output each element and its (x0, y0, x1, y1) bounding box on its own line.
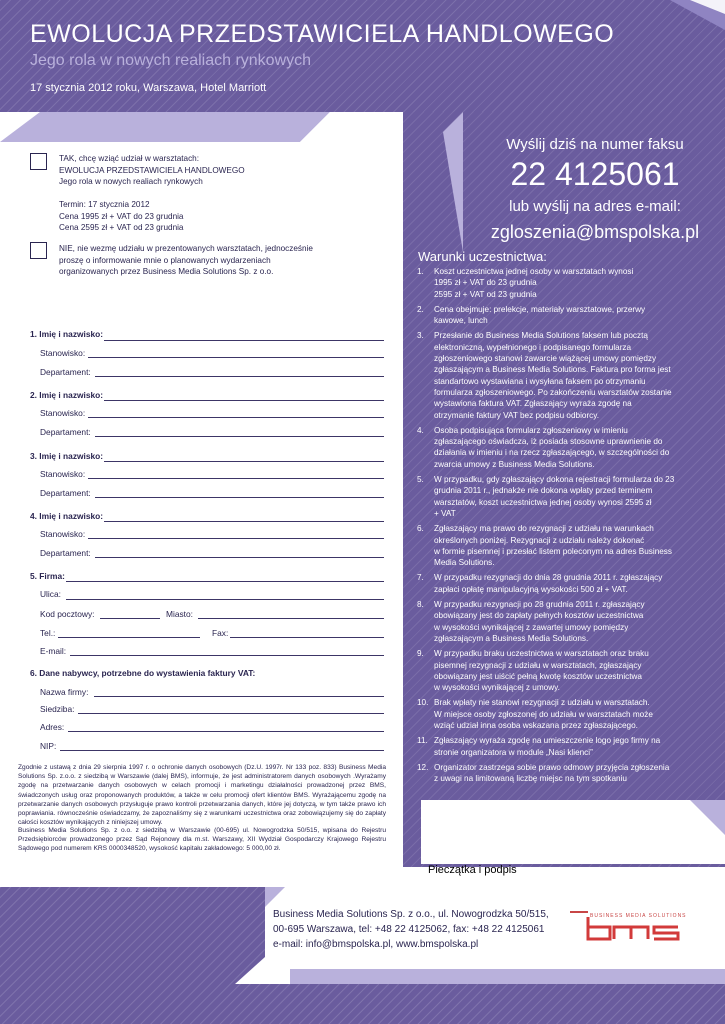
city-field[interactable] (198, 618, 384, 619)
page-title: EWOLUCJA PRZEDSTAWICIELA HANDLOWEGO (30, 20, 615, 48)
condition-item (414, 330, 704, 420)
condition-text: W przypadku rezygnacji po 28 grudnia 2011 r. zgłaszający obowiązany jest do zapłaty pełnych kosztów uczestnictwa w wysokości wynikającej z zawartej umowy pomiędzy zgłaszającym a Business Media Solutions. (434, 600, 645, 643)
stamp-signature-label: Pieczątka i podpis (428, 864, 517, 876)
condition-text: Organizator zastrzega sobie prawo odmowy przyjęcia zgłoszenia z uwagi na limitowaną liczbę miejsc na tym spotkaniu (434, 762, 670, 784)
city-label: Miasto: (166, 609, 193, 619)
condition-number: 6. (417, 524, 424, 534)
condition-number: 7. (417, 573, 424, 583)
condition-number: 10. (417, 698, 429, 708)
condition-text: Cena obejmuje: prelekcje, materiały warsztatowe, przerwy kawowe, lunch (434, 304, 646, 326)
condition-text: Koszt uczestnictwa jednej osoby w warsztatach wynosi 1995 zł + VAT do 23 grudnia 2595 zł + VAT od 23 grudnia (434, 267, 634, 299)
fax-field[interactable] (230, 637, 384, 638)
fax-number: 22 4125061 (510, 156, 680, 192)
stamp-corner-shape (690, 800, 725, 835)
condition-text: Osoba podpisująca formularz zgłoszeniowy w imieniu zgłaszającego oświadcza, iż posiada stosowne uprawnienie do działania w imieniu i na rzecz zgłaszającego, w szczególności do zwarcia umowy z Business Media Solutions. (434, 425, 670, 469)
data-protection-clause: Zgodnie z ustawą z dnia 29 sierpnia 1997 r. o ochronie danych osobowych (Dz.U. 1997r. Nr 133 poz. 833) Business Media Solutions Sp. z.o.o. z siedzibą w Warszawie (dalej BMS), informuje, że jest administratorem danych osobowych .Wyrażamy zgodę na przetwarzanie danych osobowych w celach promocji i marketingu działalności prowadzonej przez BMS, świadczonych usług oraz proponowanych produktów, a także w celu promocji ofert klientów BMS. Wyrażającemu zgodę na przetwarzanie danych osobowych przysługuje prawo kontroli przetwarzania danych, które jej dotyczą, w tym także prawo ich poprawiania. równocześnie oświadczamy, że zapoznaliśmy się z warunkami uczestnictwa oraz zobowiązujemy się do zapłaty całości kosztów wynikających z niniejszej umowy. (18, 764, 386, 827)
condition-item (414, 599, 704, 644)
event-date-place: 17 stycznia 2012 roku, Warszawa, Hotel Marriott (30, 82, 267, 94)
condition-item (414, 697, 704, 731)
fax-call-to-action: Wyślij dziś na numer faksu (506, 136, 684, 153)
conditions-title: Warunki uczestnictwa: (418, 249, 547, 264)
condition-item (414, 648, 704, 693)
no-checkbox[interactable] (30, 242, 47, 259)
person-3-department-label: Departament: (40, 488, 91, 498)
email-field[interactable] (70, 655, 384, 656)
page-subtitle: Jego rola w nowych realiach rynkowych (30, 52, 312, 69)
company-registry-note: Business Media Solutions Sp. z o.o. z siedzibą w Warszawie (00-695) ul. Nowogrodzka 50/515, wpisana do Rejestru Przedsiębiorców prowadzonego przez Sąd Rejonowy dla m.st. Warszawy, XII Wydział Gospodarczy Krajowego Rejestru Sądowego pod numerem KRS 0000348520, wysokość kapitału zakładowego: 5 000,00 zł. (18, 827, 386, 853)
person-1-position-label: Stanowisko: (40, 348, 86, 358)
condition-text: W przypadku, gdy zgłaszający dokona rejestracji formularza do 23 grudnia 2011 r., jednakże nie dokona wpłaty przed terminem warsztatów, koszt uczestnictwa jednej osoby wynosi 2595 zł + VAT (434, 475, 675, 518)
person-4-position-field[interactable] (88, 538, 384, 539)
postal-code-label: Kod pocztowy: (40, 609, 95, 619)
condition-number: 4. (417, 425, 424, 435)
email-label: E-mail: (40, 646, 67, 656)
company-label: 5. Firma: (30, 571, 65, 581)
condition-text: W przypadku rezygnacji do dnia 28 grudnia 2011 r. zgłaszający zapłaci opłatę manipulacyjną wysokości 500 zł + VAT. (434, 573, 663, 594)
no-option-text: NIE, nie wezmę udziału w prezentowanych warsztatach, jednocześnie proszę o informowanie mnie o planowanych wydarzeniach organizowanych przez Business Media Solutions Sp. z o.o. (59, 244, 313, 276)
postal-code-field[interactable] (100, 618, 160, 619)
footer-contact: Business Media Solutions Sp. z o.o., ul. Nowogrodzka 50/515, 00-695 Warszawa, tel: +48 22 4125062, fax: +48 22 4125061 e-mail: info@bmspolska.pl, www.bmspolska.pl (273, 909, 549, 950)
invoice-address-label: Adres: (40, 722, 65, 732)
condition-text: W przypadku braku uczestnictwa w warsztatach oraz braku pisemnej rezygnacji z udziału w warsztatach, zgłaszający obowiązany jest uiścić pełną kwotę kosztów uczestnictwa w wysokości wynikającej z umowy. (434, 649, 649, 693)
condition-number: 9. (417, 649, 424, 659)
person-4-position-label: Stanowisko: (40, 529, 86, 539)
street-label: Ulica: (40, 589, 61, 599)
conditions-list (414, 266, 704, 788)
person-2-position-field[interactable] (88, 417, 384, 418)
person-3-position-label: Stanowisko: (40, 469, 86, 479)
person-1-position-field[interactable] (88, 357, 384, 358)
person-3-name-label: 3. Imię i nazwisko: (30, 451, 104, 461)
invoice-section-title: 6. Dane nabywcy, potrzebne do wystawienia faktury VAT: (30, 668, 256, 678)
condition-item (414, 304, 704, 327)
condition-number: 12. (417, 762, 429, 772)
invoice-name-label: Nazwa firmy: (40, 687, 89, 697)
company-field[interactable] (66, 581, 384, 582)
person-1-name-label: 1. Imię i nazwisko: (30, 329, 104, 339)
bms-logo (570, 909, 685, 945)
registration-email[interactable]: zgloszenia@bmspolska.pl (490, 222, 700, 242)
yes-checkbox[interactable] (30, 153, 47, 170)
person-1-department-field[interactable] (95, 376, 384, 377)
person-4-department-field[interactable] (95, 557, 384, 558)
condition-item (414, 762, 704, 785)
condition-text: Brak wpłaty nie stanowi rezygnacji z udziału w warsztatach. W miejsce osoby zgłoszonej do udziału w warsztatach może wziąć udział inna osoba wskazana przez zgłaszającego. (434, 698, 653, 730)
condition-number: 3. (417, 331, 424, 341)
stamp-signature-box[interactable] (421, 800, 725, 864)
condition-text: Zgłaszający wyraża zgodę na umieszczenie logo jego firmy na stronie organizatora w module „Nasi klienci” (434, 736, 661, 757)
person-2-department-label: Departament: (40, 427, 91, 437)
condition-number: 11. (417, 736, 428, 746)
condition-number: 2. (417, 304, 424, 314)
person-1-name-field[interactable] (104, 340, 384, 341)
yes-option-text: TAK, chcę wziąć udział w warsztatach: EWOLUCJA PRZEDSTAWICIELA HANDLOWEGO Jego rola w nowych realiach rynkowych (59, 154, 245, 186)
invoice-nip-field[interactable] (60, 750, 384, 751)
condition-number: 1. (417, 267, 424, 276)
condition-text: Zgłaszający ma prawo do rezygnacji z udziału na warunkach określonych poniżej. Rezygnacji z udziału należy dokonać w formie pisemnej i przesłać listem poleconym na adres Business Media Solutions. (434, 524, 672, 568)
yes-option-terms: Termin: 17 stycznia 2012 Cena 1995 zł + VAT do 23 grudnia Cena 2595 zł + VAT od 23 grudnia (59, 200, 184, 232)
invoice-name-field[interactable] (94, 696, 384, 697)
logo-tagline: BUSINESS MEDIA SOLUTIONS (590, 913, 687, 919)
street-field[interactable] (66, 599, 384, 600)
fax-label: Fax: (212, 628, 229, 638)
person-2-name-label: 2. Imię i nazwisko: (30, 390, 104, 400)
invoice-address-field[interactable] (68, 731, 384, 732)
invoice-nip-label: NIP: (40, 741, 57, 751)
condition-item (414, 266, 704, 300)
person-4-name-label: 4. Imię i nazwisko: (30, 511, 104, 521)
invoice-seat-label: Siedziba: (40, 704, 75, 714)
invoice-seat-field[interactable] (78, 713, 384, 714)
person-4-department-label: Departament: (40, 548, 91, 558)
person-3-department-field[interactable] (95, 497, 384, 498)
person-3-name-field[interactable] (104, 461, 384, 462)
person-4-name-field[interactable] (104, 521, 384, 522)
email-call-to-action: lub wyślij na adres e-mail: (509, 198, 681, 215)
person-1-department-label: Departament: (40, 367, 91, 377)
condition-item (414, 523, 704, 568)
phone-label: Tel.: (40, 628, 56, 638)
condition-item (414, 572, 704, 595)
condition-item (414, 425, 704, 470)
phone-field[interactable] (58, 637, 200, 638)
condition-number: 8. (417, 600, 424, 610)
condition-item (414, 735, 704, 758)
person-2-position-label: Stanowisko: (40, 408, 86, 418)
condition-number: 5. (417, 475, 424, 485)
condition-item (414, 474, 704, 519)
condition-text: Przesłanie do Business Media Solutions faksem lub pocztą elektroniczną, wypełnionego i podpisanego formularza zgłoszeniowego stanowi zawarcie wiążącej umowy pomiędzy zgłaszającym a Business Media Solutions. Faktura pro forma jest standartowo wystawiana i wysyłana faksem po otrzymaniu formularza zgłoszeniowego. Po zakończeniu warsztatów zostanie wystawiona faktura VAT. Zgłaszający wyraża zgodę na otrzymanie faktury VAT bez podpisu odbiorcy. (434, 331, 672, 420)
person-2-name-field[interactable] (104, 400, 384, 401)
person-3-position-field[interactable] (88, 478, 384, 479)
person-2-department-field[interactable] (95, 436, 384, 437)
